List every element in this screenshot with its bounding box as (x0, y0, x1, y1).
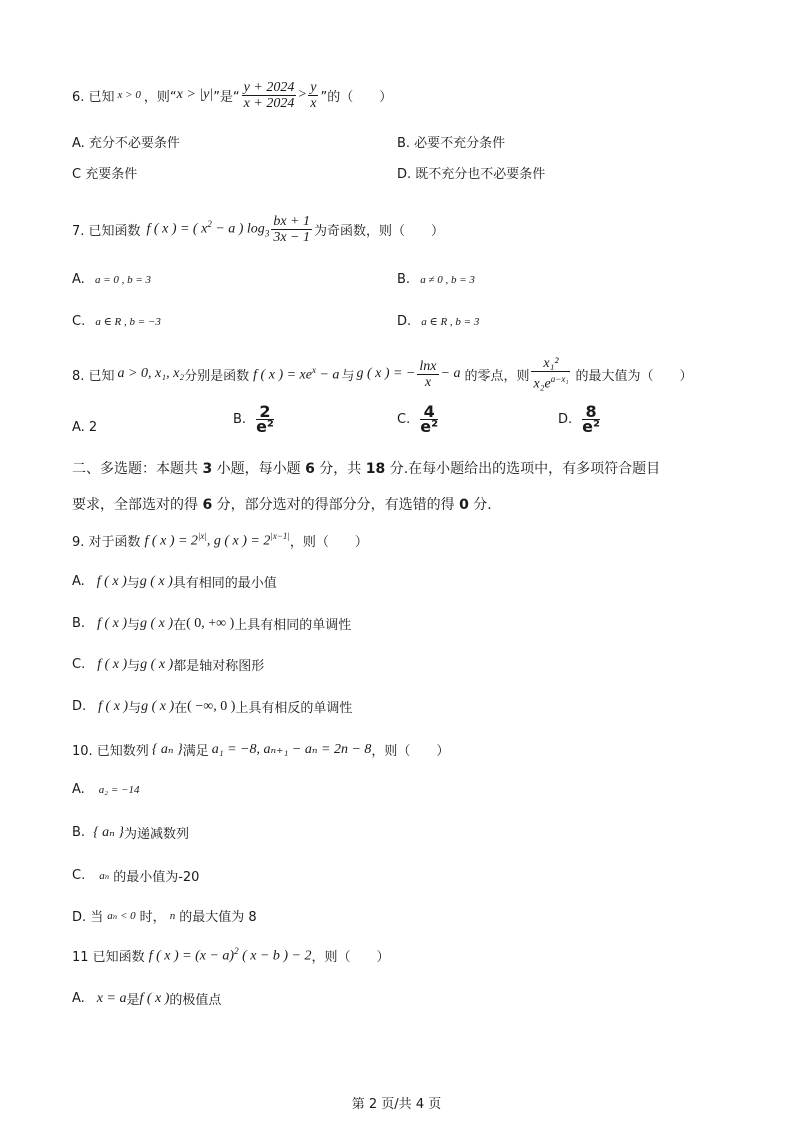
q6-then: ，则“ (143, 89, 177, 105)
question-9-stem (72, 528, 368, 552)
q10-suffix: ，则（ ） (371, 743, 450, 759)
q8-option-d: D. $\frac{8}{\text{e²}}$ (558, 402, 601, 436)
q6-option-d: D. 既不充分也不必要条件 (397, 167, 546, 182)
page-footer: 第 2 页/共 4 页 (351, 1097, 442, 1112)
q10-mid: 满足 (182, 743, 209, 759)
q8-option-b: B. $\frac{2}{\text{e²}}$ (233, 402, 274, 436)
q7-fraction: $\frac{bx + 1}{3x - 1}$ (273, 213, 310, 245)
q6-option-a: A. 充分不必要条件 (72, 136, 180, 151)
q6-option-c: C 充要条件 (72, 167, 138, 182)
q9-functions: f ( x ) = $2^{|x|}$, g ( x ) = $2^{|x-1|}$ (144, 530, 290, 549)
q10-prefix: 10. 已知数列 (72, 743, 149, 759)
q6-greater: > (298, 87, 307, 102)
q7-option-a: A. a = 0 , b = 3 (72, 272, 152, 287)
q7-function: f ( x ) = ( $x^2 - a$ ) $\log_3$ (146, 219, 270, 239)
question-10-stem (72, 738, 449, 760)
q9-option-b: B. f ( x ) 与 g ( x ) 在 ( 0, +∞ ) 上具有相同的单调性 (72, 615, 352, 633)
q6-fraction-1: $\frac{y + 2024}{x + 2024}$ (243, 79, 295, 111)
q9-option-a: A. f ( x ) 与 g ( x ) 具有相同的最小值 (72, 573, 277, 591)
q8-vars: a > 0, x₁, x₂ (117, 366, 185, 381)
q11-option-a: A. x = a 是 f ( x ) 的极值点 (72, 990, 222, 1008)
q9-option-c: C. f ( x ) 与 g ( x ) 都是轴对称图形 (72, 656, 265, 674)
q11-suffix: ，则（ ） (311, 949, 390, 965)
question-6-stem (72, 78, 392, 112)
q10-option-c: C. aₙ 的最小值为-20 (72, 868, 200, 885)
q6-condition: x > 0 (117, 89, 141, 101)
q6-fraction-2: $\frac{y}{x}$ (310, 79, 317, 111)
q10-option-d: D. 当 aₙ < 0 时， n 的最大值为 8 (72, 909, 257, 925)
q8-suffix: 的最大值为（ ） (575, 368, 693, 384)
q11-expression: f ( x ) = $(x - a)^2$ ( x − b ) − 2 (148, 945, 312, 964)
q7-suffix: 为奇函数，则（ ） (313, 223, 444, 239)
question-8-stem (72, 354, 692, 394)
q8-ratio: $\frac{\text{x₁²}}{x_2e^{a-x_1}}$ (533, 356, 569, 392)
q10-option-a: A. a₂ = −14 (72, 782, 140, 797)
q7-option-d: D. a ∈ R , b = 3 (397, 314, 480, 329)
q8-mid3: 的零点，则 (464, 368, 530, 384)
q8-option-a: A. 2 (72, 420, 98, 435)
q8-prefix: 8. 已知 (72, 368, 115, 384)
q10-sequence: { aₙ } (151, 741, 183, 757)
q11-prefix: 11 已知函数 (72, 949, 145, 965)
q6-mid: ”是“ (213, 89, 240, 105)
q10-expression: a₁ = −8, aₙ₊₁ − aₙ = 2n − 8 (211, 741, 372, 757)
q7-option-b: B. a ≠ 0 , b = 3 (397, 272, 475, 287)
q9-suffix: ，则（ ） (289, 534, 368, 550)
q8-mid2: 与 (341, 368, 355, 384)
q6-suffix: ”的（ ） (320, 89, 393, 105)
question-11-stem (72, 944, 390, 966)
section-2-instructions: 要求，全部选对的得 6 分，部分选对的得部分分，有选错的得 0 分. (72, 497, 492, 513)
q7-prefix: 7. 已知函数 (72, 223, 141, 239)
section-2-heading: 二、多选题：本题共 3 小题，每小题 6 分，共 18 分.在每小题给出的选项中，有多项符合题目 (72, 461, 661, 477)
q6-lhs: x > |y| (176, 87, 214, 102)
q10-option-b: B. { aₙ } 为递减数列 (72, 825, 189, 842)
q8-mid1: 分别是函数 (184, 368, 250, 384)
question-7-stem (72, 212, 444, 246)
q8-option-c: C. $\frac{4}{\text{e²}}$ (397, 402, 439, 436)
q9-prefix: 9. 对于函数 (72, 534, 141, 550)
q6-prefix: 6. 已知 (72, 89, 115, 105)
q8-g: g ( x ) = − (356, 366, 416, 381)
q7-option-c: C. a ∈ R , b = −3 (72, 314, 161, 329)
q9-option-d: D. f ( x ) 与 g ( x ) 在 ( −∞, 0 ) 上具有相反的单调性 (72, 698, 353, 716)
q8-g-rest: − a (440, 366, 461, 381)
q8-f: f ( x ) = $xe^x - a$ (253, 364, 340, 383)
q8-g-fraction: $\frac{\ln x}{x}$ (419, 358, 437, 390)
q6-option-b: B. 必要不充分条件 (397, 136, 506, 151)
